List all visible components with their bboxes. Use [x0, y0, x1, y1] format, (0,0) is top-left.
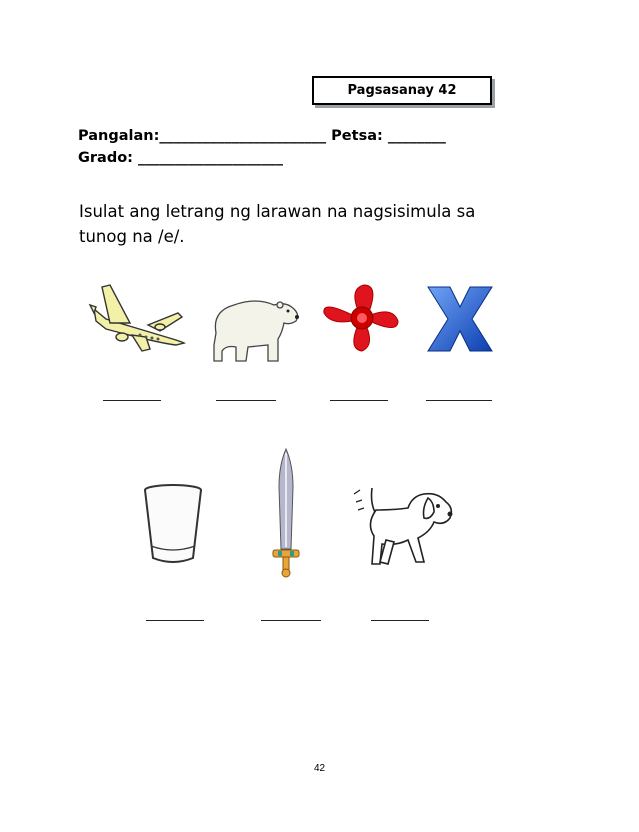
sword-icon	[270, 447, 302, 579]
worksheet-title: Pagsasanay 42	[312, 76, 492, 105]
page-number: 42	[313, 763, 326, 774]
answer-line	[426, 400, 492, 401]
answer-line	[216, 400, 276, 401]
answer-line	[330, 400, 388, 401]
instruction-text: Isulat ang letrang ng larawan na nagsisimula sa tunog na /e/.	[79, 202, 476, 246]
grade-field: Grado: ____________________	[78, 150, 284, 166]
answer-line	[146, 620, 204, 621]
letter-x-icon	[426, 285, 494, 353]
drinking-glass-icon	[141, 482, 205, 566]
answer-line	[261, 620, 321, 621]
answer-line	[371, 620, 429, 621]
airplane-icon	[88, 283, 188, 353]
answer-line	[103, 400, 161, 401]
red-propeller-icon	[318, 283, 402, 353]
polar-bear-icon	[208, 293, 301, 365]
puppy-icon	[350, 474, 454, 570]
name-date-field: Pangalan:_______________________ Petsa: ________	[78, 128, 446, 144]
